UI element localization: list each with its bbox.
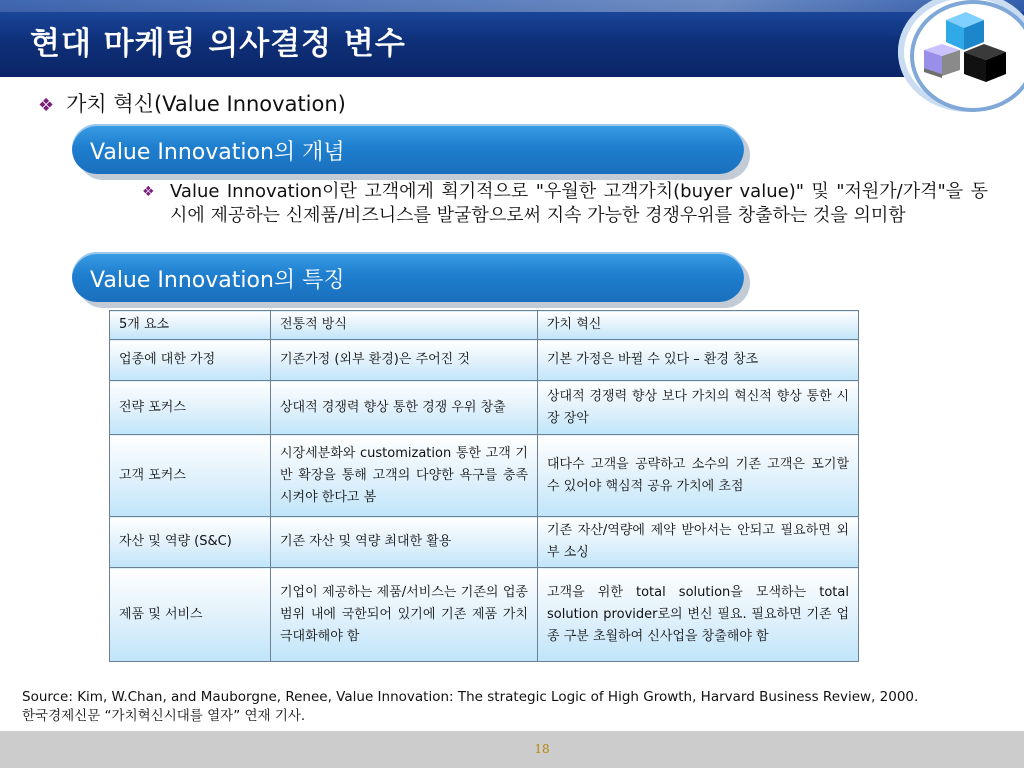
table-cell: 상대적 경쟁력 향상 통한 경쟁 우위 창출 (271, 381, 538, 435)
main-bullet (38, 88, 346, 118)
table-cell: 기존가정 (외부 환경)은 주어진 것 (271, 340, 538, 381)
table-cell: 기업이 제공하는 제품/서비스는 기존의 업종 범위 내에 국한되어 있기에 기존 제품 가치 극대화해야 함 (271, 568, 538, 662)
source-line: Source: Kim, W.Chan, and Mauborgne, Renee, Value Innovation: The strategic Logic of High Growth, Harvard Business Review, 2000. (22, 689, 919, 705)
main-bullet-text: 가치 혁신(Value Innovation) (66, 92, 346, 116)
diamond-bullet-icon: ❖ (142, 184, 155, 200)
page-number: 18 (534, 742, 550, 756)
header-cell: 전통적 방식 (271, 311, 538, 340)
table-cell: 제품 및 서비스 (110, 568, 271, 662)
concept-heading: Value Innovation의 개념 (90, 140, 345, 165)
title-bar (0, 0, 1024, 77)
table-cell: 시장세분화와 customization 통한 고객 기반 확장을 통해 고객의 다양한 욕구를 충족시켜야 한다고 봄 (271, 435, 538, 517)
table-cell: 기존 자산 및 역량 최대한 활용 (271, 517, 538, 568)
header-cell: 5개 요소 (110, 311, 271, 340)
concept-bullet (142, 180, 988, 228)
source-line: 한국경제신문 “가치혁신시대를 열자” 연재 기사. (22, 708, 306, 724)
source-note (22, 688, 1012, 726)
table-cell: 대다수 고객을 공략하고 소수의 기존 고객은 포기할 수 있어야 핵심적 공유 가치에 초점 (538, 435, 859, 517)
table-cell: 업종에 대한 가정 (110, 340, 271, 381)
table-cell: 자산 및 역량 (S&C) (110, 517, 271, 568)
table-cell: 고객을 위한 total solution을 모색하는 total solution provider로의 변신 필요. 필요하면 기존 업종 구분 초월하여 신사업을 창출해야 함 (538, 568, 859, 662)
table-header-row (110, 311, 859, 340)
title-bar-sheen (0, 0, 1024, 12)
table-row (110, 381, 859, 435)
features-heading-banner (72, 252, 744, 302)
table-cell: 기본 가정은 바뀔 수 있다 – 환경 창조 (538, 340, 859, 381)
features-heading: Value Innovation의 특징 (90, 268, 345, 293)
cubes-logo-icon (918, 6, 1018, 88)
concept-heading-banner (72, 124, 744, 174)
table-row (110, 517, 859, 568)
table-cell: 고객 포커스 (110, 435, 271, 517)
slide-title: 현대 마케팅 의사결정 변수 (30, 26, 406, 62)
table-row (110, 340, 859, 381)
table-cell: 기존 자산/역량에 제약 받아서는 안되고 필요하면 외부 소싱 (538, 517, 859, 568)
table-cell: 전략 포커스 (110, 381, 271, 435)
table-row (110, 435, 859, 517)
diamond-bullet-icon: ❖ (38, 95, 55, 116)
table-row (110, 568, 859, 662)
concept-text: Value Innovation이란 고객에게 획기적으로 "우월한 고객가치(buyer value)" 및 "저원가/가격"을 동시에 제공하는 신제품/비즈니스를 발굴함으로써 지속 가능한 경쟁우위를 창출하는 것을 의미함 (170, 181, 988, 226)
header-cell: 가치 혁신 (538, 311, 859, 340)
table-cell: 상대적 경쟁력 향상 보다 가치의 혁신적 향상 통한 시장 장악 (538, 381, 859, 435)
comparison-table (109, 310, 859, 662)
